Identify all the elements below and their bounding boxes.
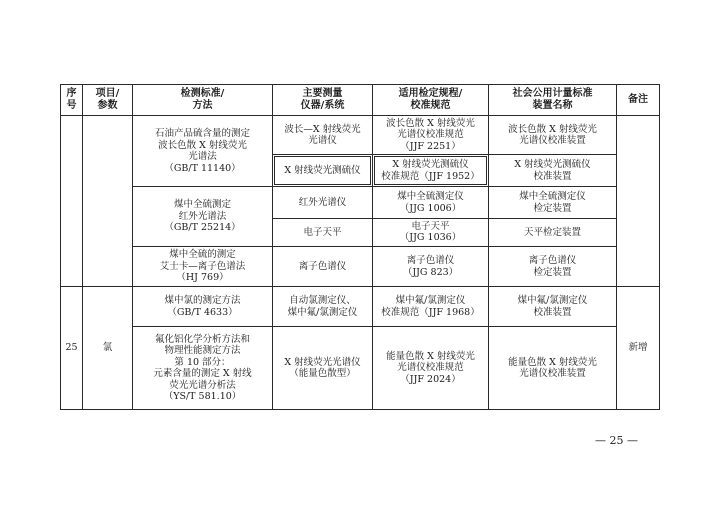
instrument-cell: 离子色谱仪 (273, 246, 373, 286)
item-cell-empty (83, 116, 133, 287)
instrument-cell: 波长—X 射线荧光 光谱仪 (273, 116, 373, 155)
regulation-cell: 离子色谱仪 （JJG 823） (373, 246, 489, 286)
standards-table (60, 84, 660, 410)
header-instrument: 主要测量 仪器/系统 (273, 85, 373, 116)
device-cell: 天平检定装置 (489, 218, 617, 246)
instrument-box: X 射线荧光测硫仪 (274, 156, 371, 185)
regulation-cell: 煤中全硫测定仪 （JJG 1006） (373, 187, 489, 218)
instrument-cell: X 射线荧光光谱仪 （能量色散型） (273, 327, 373, 410)
regulation-cell: 能量色散 X 射线荧光 光谱仪校准规范 （JJF 2024） (373, 327, 489, 410)
table-row (61, 187, 660, 218)
standard-cell: 煤中氯的测定方法 （GB/T 4633） (133, 287, 273, 327)
header-standard-device: 社会公用计量标准 装置名称 (489, 85, 617, 116)
header-serial-number: 序 号 (61, 85, 83, 116)
device-cell: X 射线荧光测硫仪 校准装置 (489, 155, 617, 187)
header-regulation: 适用检定规程/ 校准规范 (373, 85, 489, 116)
table-row (61, 287, 660, 327)
device-cell: 离子色谱仪 检定装置 (489, 246, 617, 286)
device-cell: 波长色散 X 射线荧光 光谱仪校准装置 (489, 116, 617, 155)
device-cell: 煤中氟/氯测定仪 校准装置 (489, 287, 617, 327)
standard-cell: 煤中全硫的测定 艾士卡—离子色谱法 （HJ 769） (133, 246, 273, 286)
page-number: — 25 — (595, 434, 638, 447)
standard-cell: 石油产品硫含量的测定 波长色散 X 射线荧光 光谱法 （GB/T 11140） (133, 116, 273, 187)
instrument-cell: 自动氯测定仪、 煤中氟/氯测定仪 (273, 287, 373, 327)
device-cell: 煤中全硫测定仪 检定装置 (489, 187, 617, 218)
regulation-box: X 射线荧光测硫仪 校准规范（JJF 1952） (374, 156, 487, 185)
header-test-standard: 检测标准/ 方法 (133, 85, 273, 116)
table-row (61, 116, 660, 155)
header-item-parameter: 项目/ 参数 (83, 85, 133, 116)
regulation-cell (373, 155, 489, 187)
instrument-cell (273, 155, 373, 187)
regulation-cell: 煤中氟/氯测定仪 校准规范（JJF 1968） (373, 287, 489, 327)
remark-cell: 新增 (617, 287, 660, 410)
table-row (61, 327, 660, 410)
device-cell: 能量色散 X 射线荧光 光谱仪校准装置 (489, 327, 617, 410)
table-row (61, 246, 660, 286)
instrument-cell: 电子天平 (273, 218, 373, 246)
header-remark: 备注 (617, 85, 660, 116)
instrument-cell: 红外光谱仪 (273, 187, 373, 218)
standard-cell: 氟化铝化学分析方法和 物理性能测定方法 第 10 部分： 元素含量的测定 X 射线 荧光光谱分析法 （YS/T 581.10） (133, 327, 273, 410)
table-header-row (61, 85, 660, 116)
regulation-cell: 电子天平 （JJG 1036） (373, 218, 489, 246)
standard-cell: 煤中全硫测定 红外光谱法 （GB/T 25214） (133, 187, 273, 246)
serial-cell: 25 (61, 287, 83, 410)
remark-cell-empty (617, 116, 660, 287)
serial-cell-empty (61, 116, 83, 287)
regulation-cell: 波长色散 X 射线荧光 光谱仪校准规范 （JJF 2251） (373, 116, 489, 155)
item-cell: 氯 (83, 287, 133, 410)
